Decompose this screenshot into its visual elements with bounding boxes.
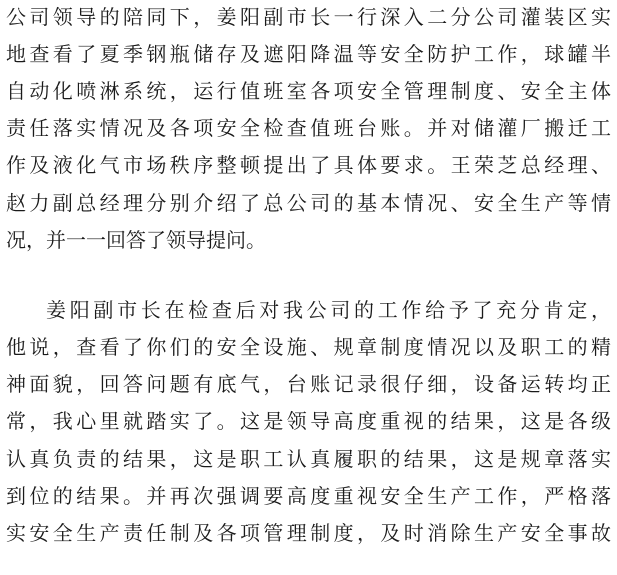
paragraph-2-line-4: 常，我心里就踏实了。这是领导高度重视的结果，这是各级	[6, 409, 611, 433]
paragraph-1-line-6: 赵力副总经理分别介绍了总公司的基本情况、安全生产等情	[6, 191, 611, 215]
paragraph-1-line-1: 公司领导的陪同下，姜阳副市长一行深入二分公司灌装区实	[6, 5, 611, 29]
paragraph-2-line-5: 认真负责的结果，这是职工认真履职的结果，这是规章落实	[6, 447, 611, 471]
paragraph-2-line-6: 到位的结果。并再次强调要高度重视安全生产工作，严格落	[6, 484, 611, 508]
paragraph-1-line-4: 责任落实情况及各项安全检查值班台账。并对储灌厂搬迁工	[6, 116, 611, 140]
paragraph-1-line-5: 作及液化气市场秩序整顿提出了具体要求。王荣芝总经理、	[6, 153, 611, 177]
paragraph-2-line-2: 他说，查看了你们的安全设施、规章制度情况以及职工的精	[6, 335, 611, 359]
paragraph-1-line-3: 自动化喷淋系统，运行值班室各项安全管理制度、安全主体	[6, 79, 611, 103]
paragraph-1-line-2: 地查看了夏季钢瓶储存及遮阳降温等安全防护工作，球罐半	[6, 42, 611, 66]
paragraph-2-line-7: 实安全生产责任制及各项管理制度，及时消除生产安全事故	[6, 521, 611, 545]
paragraph-2-line-3: 神面貌，回答问题有底气，台账记录很仔细，设备运转均正	[6, 372, 611, 396]
paragraph-1-line-7: 况，并一一回答了领导提问。	[6, 228, 266, 252]
paragraph-2-line-1: 姜阳副市长在检查后对我公司的工作给予了充分肯定，	[46, 298, 611, 322]
